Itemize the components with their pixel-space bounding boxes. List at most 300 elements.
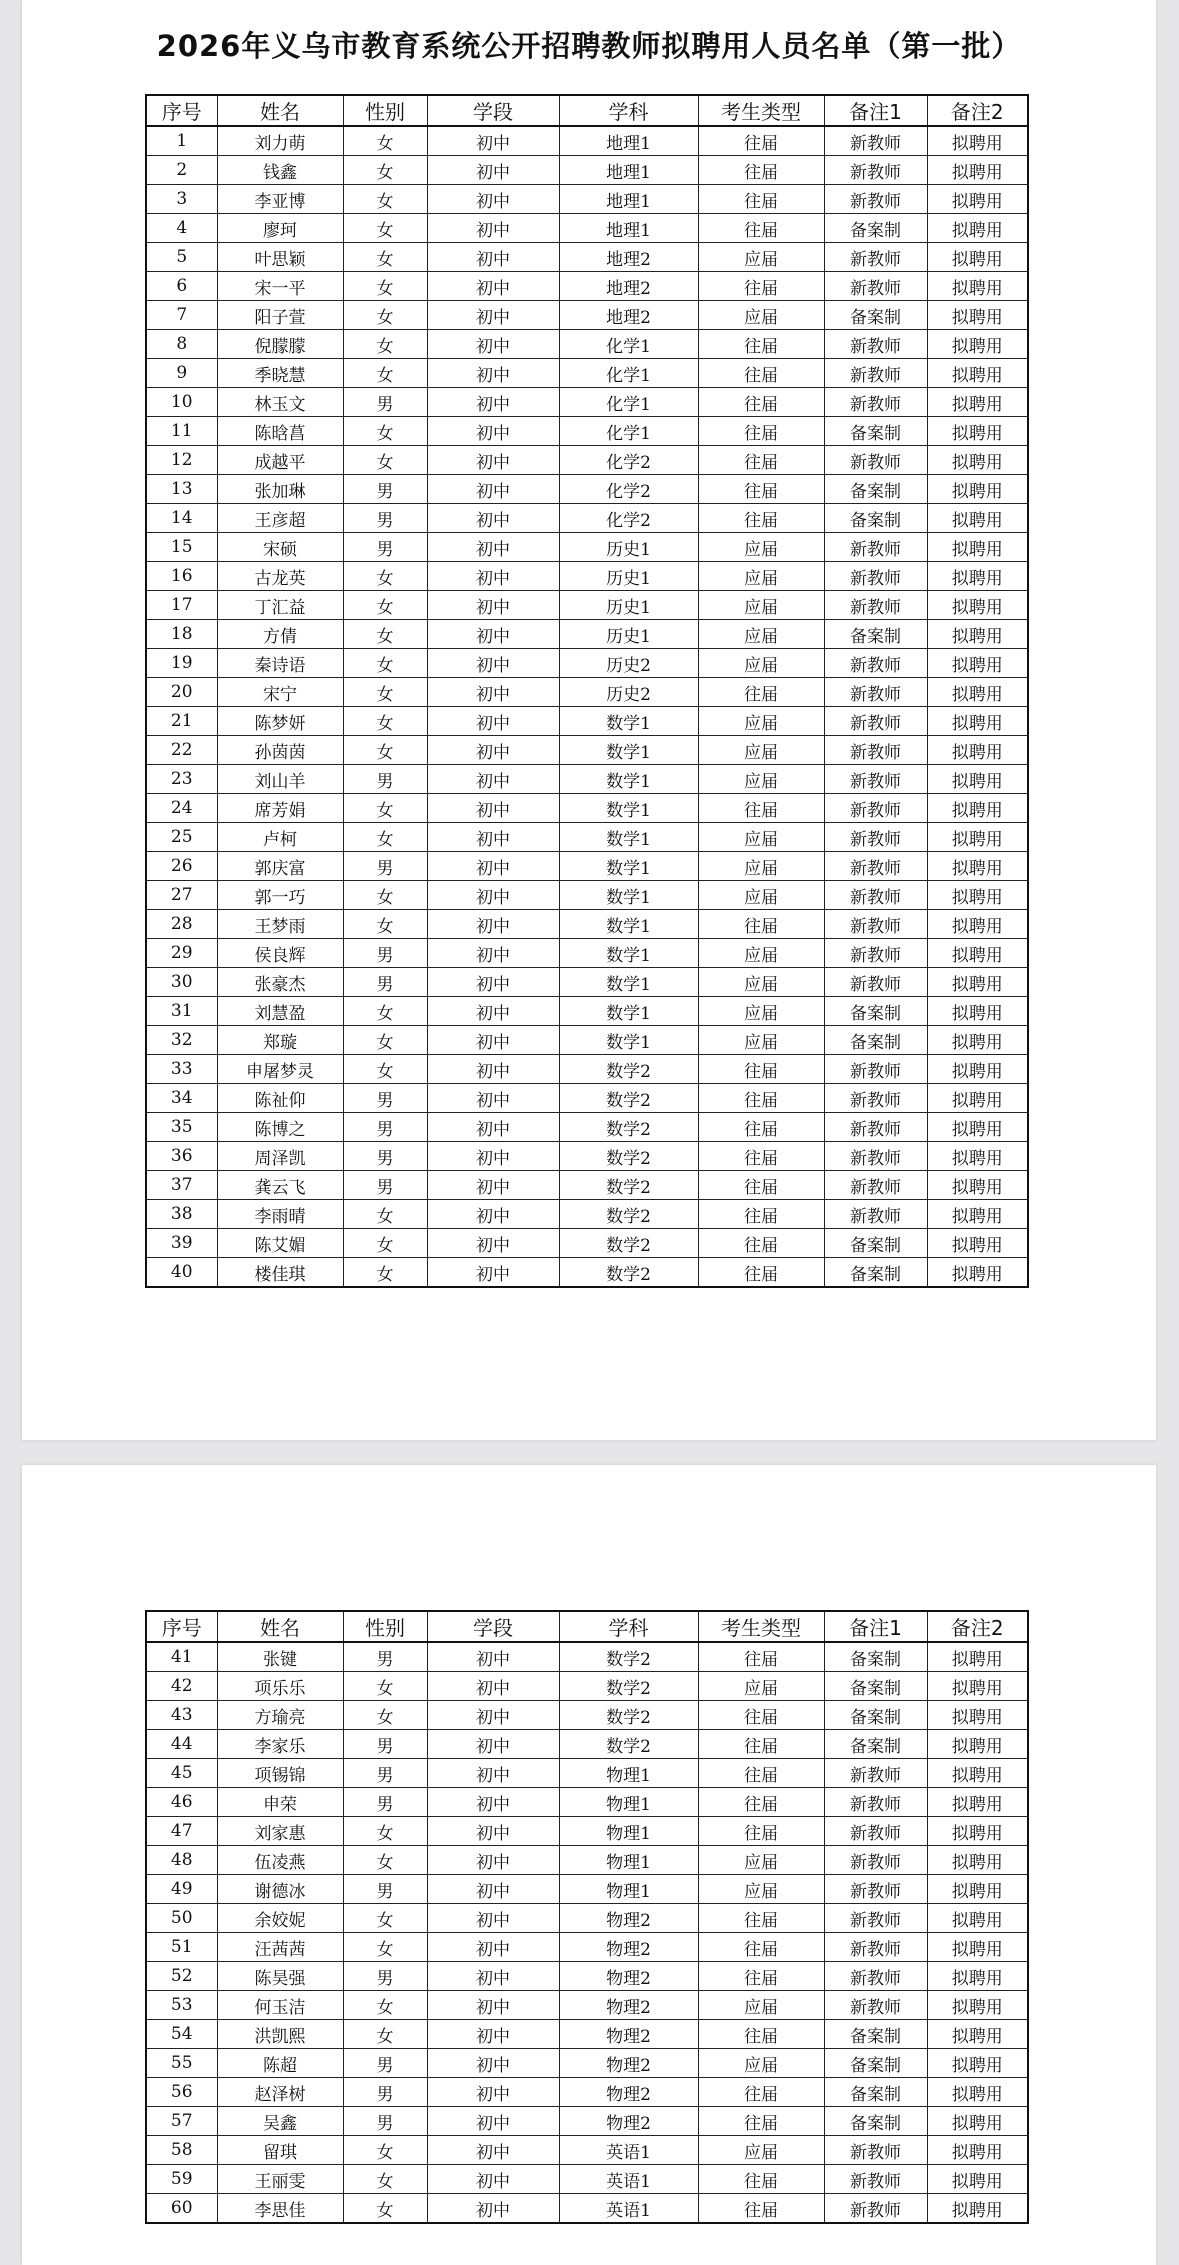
cell-name: 申屠梦灵 <box>217 1055 343 1084</box>
table-row <box>146 823 1028 852</box>
cell-remark-1: 新教师 <box>824 910 927 939</box>
cell-seq: 19 <box>146 649 217 678</box>
table-row <box>146 2020 1028 2049</box>
cell-gender: 女 <box>343 794 427 823</box>
table-row <box>146 1962 1028 1991</box>
cell-subject: 数学1 <box>559 794 698 823</box>
table-row <box>146 620 1028 649</box>
cell-remark-1: 备案制 <box>824 504 927 533</box>
cell-candidate-type: 往届 <box>698 126 824 156</box>
cell-subject: 物理2 <box>559 1904 698 1933</box>
cell-subject: 地理1 <box>559 214 698 243</box>
header-subject: 学科 <box>559 1611 698 1642</box>
cell-candidate-type: 往届 <box>698 1701 824 1730</box>
cell-gender: 男 <box>343 1730 427 1759</box>
header-school-level: 学段 <box>427 1611 559 1642</box>
table-row <box>146 2136 1028 2165</box>
cell-seq: 36 <box>146 1142 217 1171</box>
cell-remark-1: 备案制 <box>824 214 927 243</box>
cell-subject: 物理2 <box>559 1933 698 1962</box>
cell-remark-2: 拟聘用 <box>927 620 1028 649</box>
table-row <box>146 1788 1028 1817</box>
cell-name: 成越平 <box>217 446 343 475</box>
cell-remark-1: 备案制 <box>824 1730 927 1759</box>
table-body <box>146 1642 1028 2223</box>
cell-remark-2: 拟聘用 <box>927 475 1028 504</box>
roster-table-page-2 <box>145 1610 1029 2224</box>
cell-subject: 历史1 <box>559 562 698 591</box>
cell-subject: 英语1 <box>559 2194 698 2224</box>
cell-subject: 化学1 <box>559 330 698 359</box>
cell-candidate-type: 往届 <box>698 1642 824 1672</box>
cell-school-level: 初中 <box>427 591 559 620</box>
cell-candidate-type: 应届 <box>698 649 824 678</box>
cell-gender: 女 <box>343 214 427 243</box>
cell-name: 龚云飞 <box>217 1171 343 1200</box>
cell-name: 李雨晴 <box>217 1200 343 1229</box>
table-row <box>146 359 1028 388</box>
cell-candidate-type: 应届 <box>698 1672 824 1701</box>
cell-name: 洪凯熙 <box>217 2020 343 2049</box>
table-row <box>146 2078 1028 2107</box>
cell-remark-1: 新教师 <box>824 649 927 678</box>
cell-remark-2: 拟聘用 <box>927 156 1028 185</box>
cell-seq: 57 <box>146 2107 217 2136</box>
cell-remark-1: 新教师 <box>824 2136 927 2165</box>
cell-school-level: 初中 <box>427 2136 559 2165</box>
cell-candidate-type: 往届 <box>698 446 824 475</box>
cell-gender: 女 <box>343 330 427 359</box>
document-page-2 <box>22 1465 1156 2265</box>
cell-subject: 化学2 <box>559 504 698 533</box>
cell-candidate-type: 往届 <box>698 678 824 707</box>
cell-school-level: 初中 <box>427 881 559 910</box>
cell-gender: 女 <box>343 2165 427 2194</box>
cell-seq: 14 <box>146 504 217 533</box>
cell-subject: 化学1 <box>559 388 698 417</box>
cell-name: 王梦雨 <box>217 910 343 939</box>
cell-name: 李家乐 <box>217 1730 343 1759</box>
cell-gender: 女 <box>343 1229 427 1258</box>
cell-school-level: 初中 <box>427 214 559 243</box>
cell-school-level: 初中 <box>427 707 559 736</box>
cell-gender: 女 <box>343 156 427 185</box>
cell-candidate-type: 往届 <box>698 2194 824 2224</box>
cell-seq: 40 <box>146 1258 217 1288</box>
table-row <box>146 736 1028 765</box>
cell-seq: 29 <box>146 939 217 968</box>
cell-remark-2: 拟聘用 <box>927 1788 1028 1817</box>
cell-subject: 数学2 <box>559 1229 698 1258</box>
table-row <box>146 446 1028 475</box>
cell-seq: 10 <box>146 388 217 417</box>
cell-seq: 55 <box>146 2049 217 2078</box>
cell-school-level: 初中 <box>427 620 559 649</box>
header-candidate-type: 考生类型 <box>698 95 824 126</box>
cell-remark-2: 拟聘用 <box>927 736 1028 765</box>
cell-candidate-type: 往届 <box>698 388 824 417</box>
cell-candidate-type: 往届 <box>698 1200 824 1229</box>
cell-subject: 物理2 <box>559 1962 698 1991</box>
cell-subject: 数学2 <box>559 1730 698 1759</box>
cell-gender: 女 <box>343 1672 427 1701</box>
cell-subject: 物理1 <box>559 1788 698 1817</box>
cell-candidate-type: 应届 <box>698 736 824 765</box>
cell-remark-2: 拟聘用 <box>927 1933 1028 1962</box>
cell-subject: 数学2 <box>559 1642 698 1672</box>
table-row <box>146 533 1028 562</box>
cell-remark-1: 新教师 <box>824 852 927 881</box>
cell-seq: 28 <box>146 910 217 939</box>
cell-remark-2: 拟聘用 <box>927 2020 1028 2049</box>
cell-gender: 女 <box>343 1026 427 1055</box>
cell-name: 宋一平 <box>217 272 343 301</box>
cell-candidate-type: 往届 <box>698 2165 824 2194</box>
header-remark-2: 备注2 <box>927 1611 1028 1642</box>
cell-remark-2: 拟聘用 <box>927 185 1028 214</box>
cell-subject: 历史2 <box>559 649 698 678</box>
cell-subject: 历史1 <box>559 533 698 562</box>
cell-candidate-type: 往届 <box>698 794 824 823</box>
header-remark-1: 备注1 <box>824 95 927 126</box>
cell-gender: 男 <box>343 765 427 794</box>
cell-subject: 化学1 <box>559 359 698 388</box>
cell-school-level: 初中 <box>427 301 559 330</box>
cell-seq: 42 <box>146 1672 217 1701</box>
cell-seq: 9 <box>146 359 217 388</box>
cell-subject: 地理2 <box>559 272 698 301</box>
cell-subject: 化学2 <box>559 446 698 475</box>
table-row <box>146 562 1028 591</box>
cell-subject: 英语1 <box>559 2136 698 2165</box>
cell-remark-1: 备案制 <box>824 1642 927 1672</box>
cell-subject: 数学2 <box>559 1258 698 1288</box>
cell-remark-2: 拟聘用 <box>927 968 1028 997</box>
cell-name: 周泽凯 <box>217 1142 343 1171</box>
cell-candidate-type: 应届 <box>698 707 824 736</box>
cell-subject: 数学1 <box>559 881 698 910</box>
cell-remark-1: 新教师 <box>824 156 927 185</box>
cell-candidate-type: 应届 <box>698 301 824 330</box>
cell-candidate-type: 往届 <box>698 1171 824 1200</box>
cell-remark-1: 备案制 <box>824 1229 927 1258</box>
cell-gender: 男 <box>343 2078 427 2107</box>
cell-seq: 38 <box>146 1200 217 1229</box>
cell-remark-2: 拟聘用 <box>927 417 1028 446</box>
cell-seq: 56 <box>146 2078 217 2107</box>
cell-remark-2: 拟聘用 <box>927 1817 1028 1846</box>
table-row <box>146 330 1028 359</box>
cell-seq: 60 <box>146 2194 217 2224</box>
cell-candidate-type: 应届 <box>698 2049 824 2078</box>
table-row <box>146 1991 1028 2020</box>
cell-school-level: 初中 <box>427 939 559 968</box>
cell-name: 李思佳 <box>217 2194 343 2224</box>
cell-school-level: 初中 <box>427 1875 559 1904</box>
table-row <box>146 1055 1028 1084</box>
cell-gender: 女 <box>343 1055 427 1084</box>
cell-candidate-type: 往届 <box>698 1759 824 1788</box>
cell-remark-2: 拟聘用 <box>927 562 1028 591</box>
cell-seq: 50 <box>146 1904 217 1933</box>
table-row <box>146 1171 1028 1200</box>
cell-gender: 女 <box>343 562 427 591</box>
cell-school-level: 初中 <box>427 330 559 359</box>
cell-remark-2: 拟聘用 <box>927 707 1028 736</box>
cell-seq: 20 <box>146 678 217 707</box>
cell-name: 季晓慧 <box>217 359 343 388</box>
cell-gender: 女 <box>343 2194 427 2224</box>
cell-school-level: 初中 <box>427 678 559 707</box>
cell-candidate-type: 应届 <box>698 1875 824 1904</box>
table-row <box>146 678 1028 707</box>
cell-school-level: 初中 <box>427 446 559 475</box>
cell-gender: 男 <box>343 939 427 968</box>
cell-seq: 2 <box>146 156 217 185</box>
cell-remark-2: 拟聘用 <box>927 1200 1028 1229</box>
cell-remark-2: 拟聘用 <box>927 330 1028 359</box>
cell-seq: 49 <box>146 1875 217 1904</box>
cell-gender: 男 <box>343 1875 427 1904</box>
cell-gender: 女 <box>343 1904 427 1933</box>
cell-school-level: 初中 <box>427 2078 559 2107</box>
cell-candidate-type: 往届 <box>698 330 824 359</box>
cell-candidate-type: 往届 <box>698 1730 824 1759</box>
cell-remark-1: 新教师 <box>824 707 927 736</box>
cell-candidate-type: 往届 <box>698 1788 824 1817</box>
cell-gender: 女 <box>343 823 427 852</box>
cell-remark-2: 拟聘用 <box>927 1026 1028 1055</box>
cell-school-level: 初中 <box>427 1171 559 1200</box>
cell-seq: 6 <box>146 272 217 301</box>
table-row <box>146 1084 1028 1113</box>
cell-subject: 历史1 <box>559 620 698 649</box>
cell-remark-1: 新教师 <box>824 678 927 707</box>
cell-remark-2: 拟聘用 <box>927 1904 1028 1933</box>
cell-gender: 女 <box>343 243 427 272</box>
cell-subject: 物理2 <box>559 1991 698 2020</box>
cell-candidate-type: 往届 <box>698 2020 824 2049</box>
cell-name: 钱鑫 <box>217 156 343 185</box>
cell-gender: 男 <box>343 1171 427 1200</box>
table-row <box>146 591 1028 620</box>
cell-gender: 女 <box>343 446 427 475</box>
cell-remark-2: 拟聘用 <box>927 214 1028 243</box>
cell-school-level: 初中 <box>427 2107 559 2136</box>
cell-remark-1: 备案制 <box>824 620 927 649</box>
table-row <box>146 2049 1028 2078</box>
cell-seq: 27 <box>146 881 217 910</box>
cell-name: 方倩 <box>217 620 343 649</box>
cell-remark-2: 拟聘用 <box>927 1730 1028 1759</box>
cell-school-level: 初中 <box>427 1933 559 1962</box>
cell-seq: 24 <box>146 794 217 823</box>
cell-remark-2: 拟聘用 <box>927 243 1028 272</box>
header-seq: 序号 <box>146 1611 217 1642</box>
cell-seq: 47 <box>146 1817 217 1846</box>
cell-name: 古龙英 <box>217 562 343 591</box>
cell-school-level: 初中 <box>427 1759 559 1788</box>
cell-school-level: 初中 <box>427 765 559 794</box>
table-row <box>146 185 1028 214</box>
cell-remark-1: 备案制 <box>824 2049 927 2078</box>
cell-remark-2: 拟聘用 <box>927 2136 1028 2165</box>
cell-remark-2: 拟聘用 <box>927 1229 1028 1258</box>
cell-gender: 男 <box>343 533 427 562</box>
cell-seq: 58 <box>146 2136 217 2165</box>
cell-subject: 地理2 <box>559 301 698 330</box>
cell-remark-1: 新教师 <box>824 2165 927 2194</box>
cell-gender: 男 <box>343 475 427 504</box>
cell-seq: 12 <box>146 446 217 475</box>
cell-subject: 数学2 <box>559 1113 698 1142</box>
cell-name: 李亚博 <box>217 185 343 214</box>
cell-remark-2: 拟聘用 <box>927 446 1028 475</box>
cell-seq: 34 <box>146 1084 217 1113</box>
cell-name: 倪朦朦 <box>217 330 343 359</box>
cell-name: 陈艾媚 <box>217 1229 343 1258</box>
cell-candidate-type: 应届 <box>698 243 824 272</box>
cell-remark-2: 拟聘用 <box>927 649 1028 678</box>
cell-seq: 4 <box>146 214 217 243</box>
cell-name: 项锡锦 <box>217 1759 343 1788</box>
cell-remark-1: 新教师 <box>824 1084 927 1113</box>
cell-subject: 数学1 <box>559 968 698 997</box>
table-row <box>146 1875 1028 1904</box>
cell-candidate-type: 往届 <box>698 1904 824 1933</box>
cell-gender: 女 <box>343 301 427 330</box>
cell-candidate-type: 往届 <box>698 2078 824 2107</box>
table-row <box>146 997 1028 1026</box>
cell-remark-1: 新教师 <box>824 2194 927 2224</box>
header-name: 姓名 <box>217 95 343 126</box>
header-seq: 序号 <box>146 95 217 126</box>
cell-gender: 女 <box>343 1701 427 1730</box>
cell-remark-2: 拟聘用 <box>927 2165 1028 2194</box>
cell-subject: 物理2 <box>559 2078 698 2107</box>
cell-candidate-type: 往届 <box>698 1113 824 1142</box>
cell-remark-2: 拟聘用 <box>927 1672 1028 1701</box>
cell-remark-2: 拟聘用 <box>927 1055 1028 1084</box>
cell-school-level: 初中 <box>427 1026 559 1055</box>
cell-remark-1: 新教师 <box>824 823 927 852</box>
cell-seq: 3 <box>146 185 217 214</box>
cell-subject: 数学1 <box>559 707 698 736</box>
cell-candidate-type: 往届 <box>698 475 824 504</box>
cell-school-level: 初中 <box>427 1672 559 1701</box>
cell-subject: 化学1 <box>559 417 698 446</box>
cell-seq: 54 <box>146 2020 217 2049</box>
cell-remark-1: 新教师 <box>824 1904 927 1933</box>
cell-remark-2: 拟聘用 <box>927 1258 1028 1288</box>
cell-seq: 1 <box>146 126 217 156</box>
cell-seq: 41 <box>146 1642 217 1672</box>
cell-candidate-type: 往届 <box>698 910 824 939</box>
cell-remark-2: 拟聘用 <box>927 126 1028 156</box>
cell-name: 何玉洁 <box>217 1991 343 2020</box>
cell-school-level: 初中 <box>427 1084 559 1113</box>
cell-name: 留琪 <box>217 2136 343 2165</box>
cell-subject: 物理2 <box>559 2020 698 2049</box>
cell-candidate-type: 应届 <box>698 823 824 852</box>
header-remark-2: 备注2 <box>927 95 1028 126</box>
table-header-row <box>146 95 1028 126</box>
cell-subject: 地理1 <box>559 156 698 185</box>
cell-gender: 男 <box>343 1142 427 1171</box>
cell-remark-2: 拟聘用 <box>927 359 1028 388</box>
cell-remark-1: 新教师 <box>824 881 927 910</box>
cell-seq: 26 <box>146 852 217 881</box>
cell-gender: 男 <box>343 2107 427 2136</box>
cell-remark-1: 备案制 <box>824 417 927 446</box>
cell-seq: 52 <box>146 1962 217 1991</box>
cell-seq: 59 <box>146 2165 217 2194</box>
cell-school-level: 初中 <box>427 1730 559 1759</box>
table-row <box>146 881 1028 910</box>
cell-candidate-type: 往届 <box>698 1142 824 1171</box>
cell-school-level: 初中 <box>427 533 559 562</box>
table-row <box>146 1200 1028 1229</box>
cell-remark-2: 拟聘用 <box>927 2049 1028 2078</box>
cell-gender: 女 <box>343 126 427 156</box>
cell-remark-1: 备案制 <box>824 1672 927 1701</box>
cell-subject: 数学2 <box>559 1701 698 1730</box>
table-body <box>146 126 1028 1287</box>
cell-subject: 数学2 <box>559 1200 698 1229</box>
cell-school-level: 初中 <box>427 2194 559 2224</box>
cell-remark-2: 拟聘用 <box>927 939 1028 968</box>
cell-seq: 17 <box>146 591 217 620</box>
table-row <box>146 156 1028 185</box>
cell-seq: 43 <box>146 1701 217 1730</box>
table-row <box>146 388 1028 417</box>
cell-remark-1: 备案制 <box>824 997 927 1026</box>
cell-gender: 女 <box>343 678 427 707</box>
cell-candidate-type: 往届 <box>698 504 824 533</box>
cell-seq: 22 <box>146 736 217 765</box>
cell-remark-2: 拟聘用 <box>927 678 1028 707</box>
cell-name: 刘力萌 <box>217 126 343 156</box>
cell-school-level: 初中 <box>427 2165 559 2194</box>
cell-remark-2: 拟聘用 <box>927 1642 1028 1672</box>
cell-subject: 历史1 <box>559 591 698 620</box>
cell-name: 张加琳 <box>217 475 343 504</box>
cell-name: 叶思颖 <box>217 243 343 272</box>
cell-seq: 18 <box>146 620 217 649</box>
cell-name: 张豪杰 <box>217 968 343 997</box>
cell-name: 侯良辉 <box>217 939 343 968</box>
cell-candidate-type: 往届 <box>698 1229 824 1258</box>
table-row <box>146 1258 1028 1288</box>
cell-candidate-type: 应届 <box>698 968 824 997</box>
cell-school-level: 初中 <box>427 1904 559 1933</box>
cell-seq: 35 <box>146 1113 217 1142</box>
cell-remark-2: 拟聘用 <box>927 1846 1028 1875</box>
table-row <box>146 707 1028 736</box>
table-row <box>146 2165 1028 2194</box>
cell-name: 阳子萱 <box>217 301 343 330</box>
cell-remark-1: 新教师 <box>824 765 927 794</box>
cell-remark-2: 拟聘用 <box>927 533 1028 562</box>
table-row <box>146 1846 1028 1875</box>
cell-school-level: 初中 <box>427 823 559 852</box>
header-remark-1: 备注1 <box>824 1611 927 1642</box>
cell-subject: 数学1 <box>559 997 698 1026</box>
cell-name: 秦诗语 <box>217 649 343 678</box>
cell-gender: 女 <box>343 620 427 649</box>
cell-candidate-type: 往届 <box>698 1258 824 1288</box>
cell-gender: 女 <box>343 881 427 910</box>
